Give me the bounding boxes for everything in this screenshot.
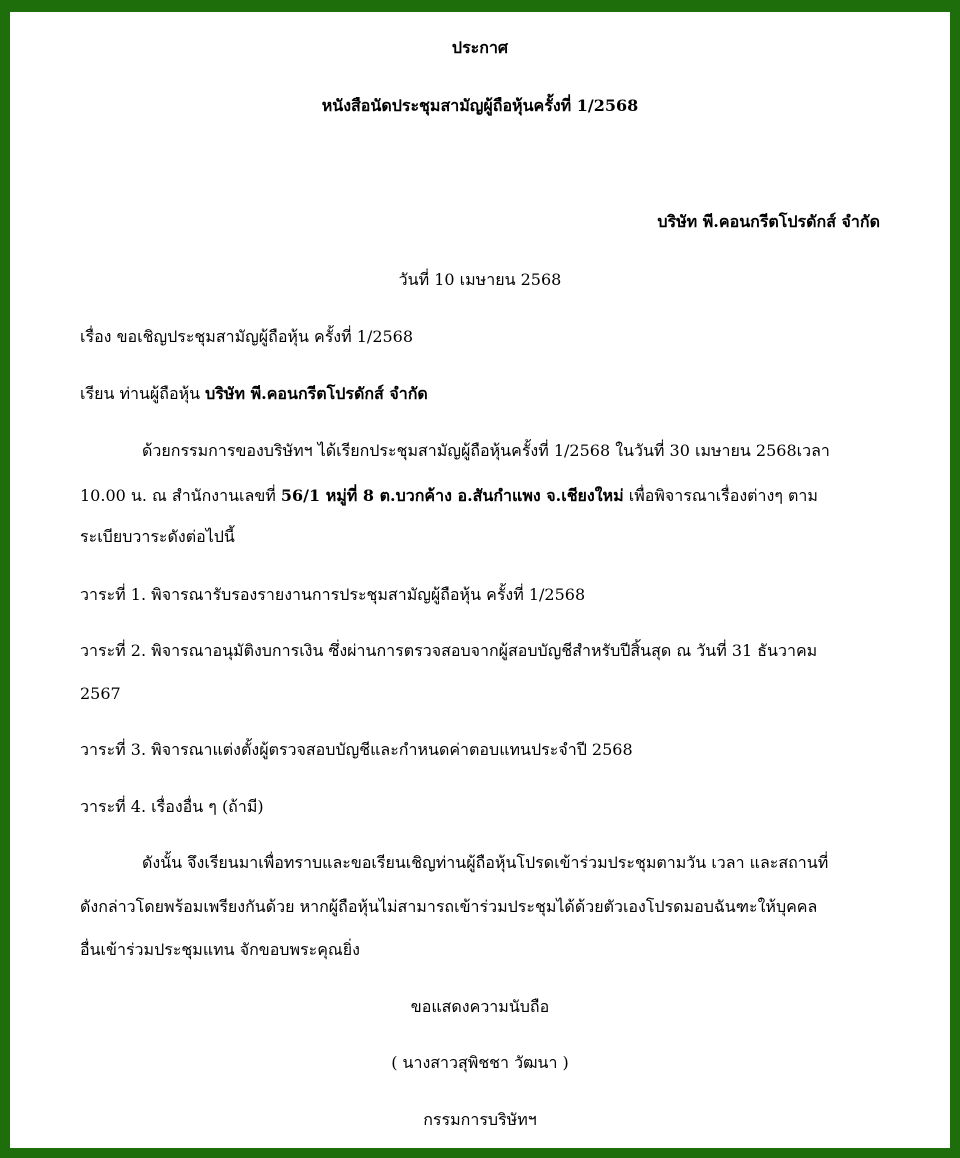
agenda-item-2: วาระที่ 2. พิจารณาอนุมัติงบการเงิน ซึ่งผ่านการตรวจสอบจากผู้สอบบัญชีสำหรับปีสิ้นสุด ณ วันที่ 31 ธันวาคม — [80, 641, 818, 660]
agenda-item-1: วาระที่ 1. พิจารณารับรองรายงานการประชุมสามัญผู้ถือหุ้น ครั้งที่ 1/2568 — [80, 585, 586, 604]
salutation-prefix: เรียน ท่านผู้ถือหุ้น — [80, 384, 206, 403]
notice-date: วันที่ 10 เมษายน 2568 — [398, 270, 562, 289]
intro-line-2 — [80, 486, 818, 506]
agenda-item-3: วาระที่ 3. พิจารณาแต่งตั้งผู้ตรวจสอบบัญชีและกำหนดค่าตอบแทนประจำปี 2568 — [80, 740, 633, 759]
salutation-company: บริษัท พี.คอนกรีตโปรดักส์ จำกัด — [205, 384, 428, 403]
signature-position: กรรมการบริษัทฯ — [423, 1110, 537, 1129]
agenda-item-2-cont: 2567 — [80, 684, 121, 703]
signature-name: ( นางสาวสุพิชชา วัฒนา ) — [391, 1053, 569, 1072]
notice-subtitle: หนังสือนัดประชุมสามัญผู้ถือหุ้นครั้งที่ 1/2568 — [321, 96, 639, 115]
agenda-item-4: วาระที่ 4. เรื่องอื่น ๆ (ถ้ามี) — [80, 797, 264, 816]
closing-line-3: อื่นเข้าร่วมประชุมแทน จักขอบพระคุณยิ่ง — [80, 940, 360, 959]
intro-time-text: 10.00 น. ณ สำนักงานเลขที่ — [80, 486, 281, 505]
intro-line-1: ด้วยกรรมการของบริษัทฯ ได้เรียกประชุมสามัญผู้ถือหุ้นครั้งที่ 1/2568 ในวันที่ 30 เมษายน 2568เวลา — [142, 441, 830, 460]
closing-line-1: ดังนั้น จึงเรียนมาเพื่อทราบและขอเรียนเชิญท่านผู้ถือหุ้นโปรดเข้าร่วมประชุมตามวัน เวลา และสถานที่ — [142, 853, 829, 872]
intro-purpose-text: เพื่อพิจารณาเรื่องต่างๆ ตาม — [623, 486, 818, 505]
meeting-address: 56/1 หมู่ที่ 8 ต.บวกค้าง อ.สันกำแพง จ.เชียงใหม่ — [280, 486, 624, 505]
company-name: บริษัท พี.คอนกรีตโปรดักส์ จำกัด — [657, 212, 880, 231]
salutation-line — [80, 384, 428, 404]
subject-line: เรื่อง ขอเชิญประชุมสามัญผู้ถือหุ้น ครั้งที่ 1/2568 — [80, 327, 414, 346]
signature-regards: ขอแสดงความนับถือ — [410, 997, 550, 1016]
closing-line-2: ดังกล่าวโดยพร้อมเพรียงกันด้วย หากผู้ถือหุ้นไม่สามารถเข้าร่วมประชุมได้ด้วยตัวเองโปรดมอบฉันฑะให้บุคคล — [80, 897, 818, 916]
intro-line-3: ระเบียบวาระดังต่อไปนี้ — [80, 527, 235, 546]
announcement-title: ประกาศ — [451, 38, 509, 57]
